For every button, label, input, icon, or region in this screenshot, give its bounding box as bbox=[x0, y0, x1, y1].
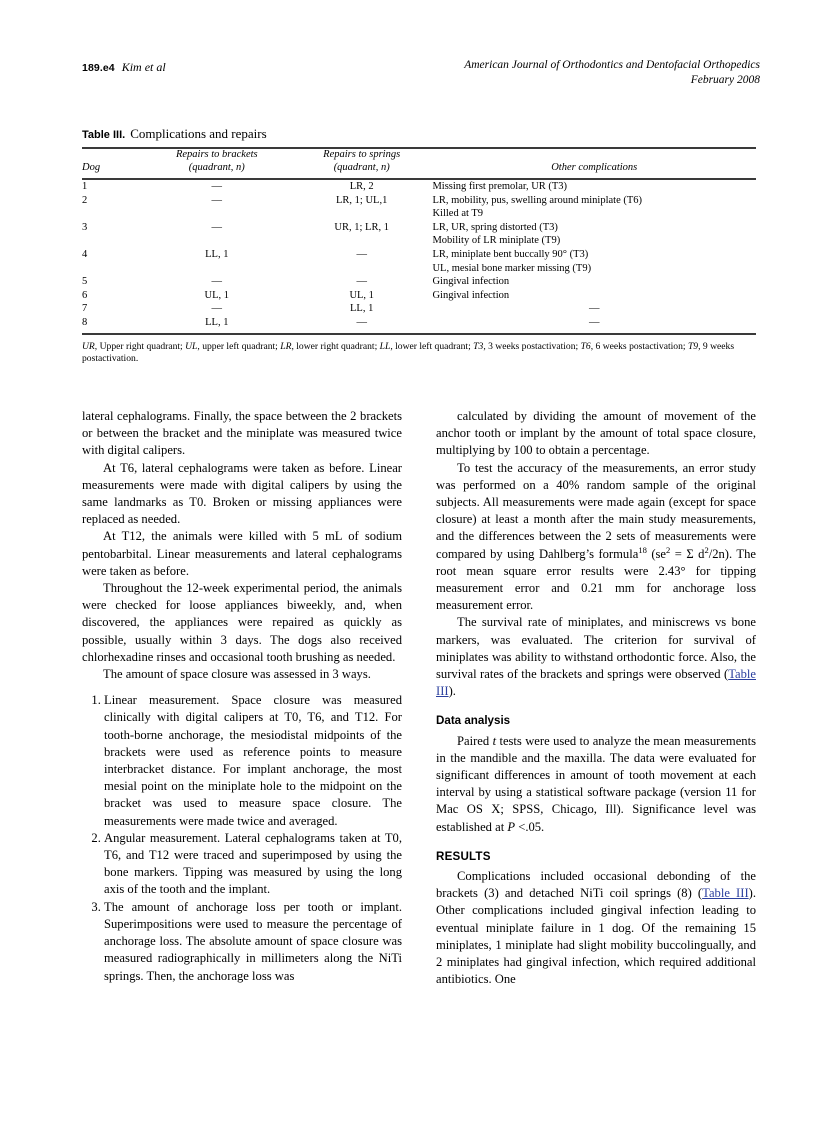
cell-repairs-springs: — bbox=[356, 276, 367, 288]
citation-reference-18[interactable]: 18 bbox=[638, 544, 647, 555]
table-three-block bbox=[82, 126, 756, 366]
other-complication-line: Killed at T9 bbox=[432, 208, 483, 220]
footnote-abbr-ll: LL bbox=[379, 340, 391, 352]
footnote-text-ul: , upper left quadrant; bbox=[197, 340, 281, 352]
running-head bbox=[82, 58, 760, 98]
column-header-springs-line2: (quadrant, n) bbox=[333, 161, 390, 173]
left-column bbox=[82, 408, 402, 985]
formula-exponent-se: 2 bbox=[666, 544, 671, 555]
methods-numbered-list bbox=[82, 692, 402, 984]
other-complication-line: — bbox=[588, 316, 600, 328]
cell-repairs-brackets: LL, 1 bbox=[205, 316, 229, 328]
column-header-other-line1: Other complications bbox=[551, 161, 638, 173]
table-row bbox=[82, 316, 756, 330]
footnote-text-ur: , Upper right quadrant; bbox=[94, 340, 186, 352]
list-item: 2. Angular measurement. Lateral cephalograms taken at T0, T6, and T12 were traced and superimposed by using the bone markers. Tipping was measured by using the long axis of the tooth and the implant. bbox=[104, 830, 402, 899]
error-study-text-c: = Σ d bbox=[670, 546, 705, 561]
paragraph bbox=[436, 614, 756, 700]
cell-repairs-springs: LL, 1 bbox=[350, 303, 374, 315]
data-analysis-text-a: Paired bbox=[457, 733, 493, 748]
running-head-left bbox=[82, 58, 166, 76]
results-text-a: Complications included occasional debonding of the brackets (3) and detached NiTi coil springs (8) ( bbox=[436, 869, 756, 901]
error-study-text-d: /2n). The root mean square error results were 2.43° for tipping measurement error and 0.21 mm for anchorage loss measurement error. bbox=[436, 546, 756, 613]
complications-table bbox=[82, 147, 756, 330]
column-header-other-complications bbox=[432, 149, 756, 179]
footnote-abbr-t3: T3 bbox=[473, 340, 484, 352]
other-complication-line: UL, mesial bone marker missing (T9) bbox=[432, 262, 592, 274]
cell-other-complications bbox=[432, 221, 756, 248]
column-header-repairs-brackets bbox=[143, 149, 291, 179]
table-row bbox=[82, 248, 756, 275]
cell-other-complications bbox=[432, 302, 756, 316]
footnote-abbr-t6: T6 bbox=[580, 340, 591, 352]
cell-dog: 1 bbox=[82, 181, 88, 192]
table-row bbox=[82, 302, 756, 316]
paragraph bbox=[436, 733, 756, 836]
footnote-abbr-ur: UR bbox=[82, 340, 95, 352]
heading-results: RESULTS bbox=[436, 849, 491, 863]
cell-repairs-brackets: UL, 1 bbox=[204, 289, 230, 301]
data-analysis-text-b: tests were used to analyze the mean measurements in the mandible and the maxilla. The data were evaluated for significant differences in amount of tooth movement at each interval by using a statistical software package (version 11 for Mac OS X; SPSS, Chicago, Ill). Significance level was established at bbox=[436, 733, 756, 834]
other-complication-line: LR, miniplate bent buccally 90° (T3) bbox=[432, 248, 589, 260]
column-header-dog bbox=[82, 149, 143, 179]
running-head-right bbox=[464, 58, 760, 88]
paragraph bbox=[436, 460, 756, 615]
heading-data-analysis: Data analysis bbox=[436, 714, 511, 728]
other-complication-line: LR, mobility, pus, swelling around miniplate (T6) bbox=[432, 194, 643, 206]
column-header-dog-line1: Dog bbox=[82, 161, 101, 173]
error-study-text-b: (se bbox=[646, 546, 667, 561]
cell-repairs-brackets: — bbox=[211, 303, 223, 315]
other-complication-line: Mobility of LR miniplate (T9) bbox=[432, 235, 561, 247]
survival-rate-text-b: ). bbox=[448, 684, 456, 699]
cell-other-complications bbox=[432, 194, 756, 221]
table-head bbox=[82, 148, 756, 180]
paragraph: calculated by dividing the amount of movement of the anchor tooth or implant by the amount of total space closure, multiplying by 100 to obtain a percentage. bbox=[436, 409, 756, 458]
cell-repairs-springs: LR, 1; UL,1 bbox=[336, 194, 388, 206]
page-number: 189.e4 bbox=[82, 62, 115, 74]
table-header-row bbox=[82, 149, 756, 179]
cell-dog: 7 bbox=[82, 303, 88, 315]
paragraph: At T6, lateral cephalograms were taken as before. Linear measurements were made with digital calipers by using the same landmarks as T0. Broken or missing appliances were replaced as needed. bbox=[82, 460, 402, 527]
survival-rate-text-a: The survival rate of miniplates, and miniscrews vs bone markers, was evaluated. The criterion for survival of miniplates was ability to withstand orthodontic force. Also, the survival rates of the brackets and springs were observed ( bbox=[436, 615, 756, 682]
cell-dog: 4 bbox=[82, 248, 88, 260]
cell-dog: 8 bbox=[82, 316, 88, 328]
table-row bbox=[82, 289, 756, 303]
journal-title: American Journal of Orthodontics and Dentofacial Orthopedics bbox=[464, 59, 760, 71]
table-caption bbox=[82, 126, 756, 142]
cell-repairs-springs: UL, 1 bbox=[349, 289, 374, 301]
column-header-springs-line1: Repairs to springs bbox=[323, 149, 401, 160]
footnote-text-ll: , lower left quadrant; bbox=[390, 340, 474, 352]
table-row bbox=[82, 194, 756, 221]
cell-dog: 2 bbox=[82, 194, 88, 206]
footnote-abbr-ul: UL bbox=[185, 340, 198, 352]
cell-dog: 3 bbox=[82, 221, 88, 233]
cell-repairs-springs: — bbox=[356, 316, 367, 328]
table-three-link[interactable]: Table III bbox=[436, 667, 756, 699]
table-label: Table III. bbox=[82, 129, 126, 141]
paragraph: The amount of space closure was assessed in 3 ways. bbox=[103, 667, 371, 682]
other-complication-line: Gingival infection bbox=[432, 289, 510, 301]
column-header-brackets-line2: (quadrant, n) bbox=[188, 161, 245, 173]
cell-dog: 5 bbox=[82, 276, 88, 288]
cell-other-complications bbox=[432, 289, 756, 303]
other-complication-line: — bbox=[588, 303, 600, 315]
issue-date: February 2008 bbox=[690, 74, 760, 86]
running-head-authors: Kim et al bbox=[121, 60, 166, 74]
cell-repairs-brackets: — bbox=[211, 181, 223, 192]
cell-repairs-springs: — bbox=[356, 248, 367, 260]
body-columns bbox=[82, 408, 756, 1098]
paragraph: At T12, the animals were killed with 5 mL of sodium pentobarbital. Linear measurements and lateral cephalograms were taken as before. bbox=[82, 529, 402, 578]
table-body bbox=[82, 180, 756, 330]
table-title: Complications and repairs bbox=[130, 126, 267, 141]
cell-repairs-brackets: — bbox=[211, 221, 223, 233]
footnote-abbr-t9: T9 bbox=[687, 340, 699, 352]
other-complication-line: Gingival infection bbox=[432, 276, 510, 288]
other-complication-line: Missing first premolar, UR (T3) bbox=[432, 181, 568, 192]
column-header-brackets-line1: Repairs to brackets bbox=[175, 149, 258, 160]
cell-repairs-brackets: — bbox=[211, 276, 223, 288]
paragraph: lateral cephalograms. Finally, the space between the 2 brackets or between the bracket and the miniplate was measured twice with digital calipers. bbox=[82, 409, 402, 458]
table-row bbox=[82, 180, 756, 194]
list-item: 3. The amount of anchorage loss per tooth or implant. Superimpositions were used to measure the percentage of anchorage loss. The absolute amount of space closure was measured radiographically in millimeters along the NiTi springs. Then, the anchorage loss was bbox=[104, 899, 402, 985]
footnote-text-t9: , 9 weeks postactivation. bbox=[82, 340, 735, 365]
footnote-text-lr: , lower right quadrant; bbox=[291, 340, 380, 352]
table-row bbox=[82, 275, 756, 289]
cell-repairs-brackets: LL, 1 bbox=[205, 248, 229, 260]
cell-other-complications bbox=[432, 248, 756, 275]
right-column bbox=[436, 408, 756, 989]
table-row bbox=[82, 221, 756, 248]
list-item: 1. Linear measurement. Space closure was measured clinically with digital calipers at T0, T6, and T12. For tooth-borne anchorage, the mesiodistal midpoints of the brackets were used as reference points to measure interbracket distance. For implant anchorage, the most mesial point on the miniplate hole to the midpoint on the bracket was used to measure space closure. The measurements were made twice and averaged. bbox=[104, 692, 402, 830]
results-text-b: ). Other complications included gingival infection leading to eventual miniplate failure in 1 dog. Of the remaining 15 miniplates, 1 miniplate had slight mobility buccolingually, and 2 miniplates had gingival infection, which required additional antibiotics. One bbox=[436, 886, 756, 987]
footnote-text-t6: , 6 weeks postactivation; bbox=[590, 340, 688, 352]
column-header-repairs-springs bbox=[291, 149, 433, 179]
footnote-text-t3: , 3 weeks postactivation; bbox=[483, 340, 581, 352]
table-three-link[interactable]: Table III bbox=[702, 886, 749, 901]
cell-repairs-springs: UR, 1; LR, 1 bbox=[334, 221, 389, 233]
cell-other-complications bbox=[432, 316, 756, 330]
other-complication-line: LR, UR, spring distorted (T3) bbox=[432, 221, 558, 233]
paragraph bbox=[436, 868, 756, 988]
table-bottom-rule bbox=[82, 333, 756, 335]
cell-repairs-springs: LR, 2 bbox=[349, 181, 374, 192]
cell-other-complications bbox=[432, 275, 756, 289]
error-study-text-a: To test the accuracy of the measurements, an error study was performed on a 40% random sample of the original subjects. All measurements were made again (except for space closure) at least a month after the main study measurements, and the differences between the 2 sets of measurements were compared by using Dahlberg’s formula bbox=[436, 460, 756, 561]
statistic-symbol-p: P bbox=[507, 819, 516, 834]
cell-other-complications bbox=[432, 180, 756, 194]
cell-repairs-brackets: — bbox=[211, 194, 223, 206]
statistic-symbol-t: t bbox=[492, 733, 497, 748]
formula-exponent-d: 2 bbox=[704, 544, 709, 555]
cell-dog: 6 bbox=[82, 289, 88, 301]
footnote-abbr-lr: LR bbox=[280, 340, 292, 352]
paragraph: Throughout the 12-week experimental period, the animals were checked for loose appliances biweekly, and, when discovered, the appliances were repaired as quickly as possible, usually within 3 days. The dogs also received chlorhexadine rinses and occasional tooth brushing as needed. bbox=[82, 581, 402, 664]
data-analysis-text-c: <.05. bbox=[515, 819, 545, 834]
table-footnote bbox=[82, 341, 756, 366]
